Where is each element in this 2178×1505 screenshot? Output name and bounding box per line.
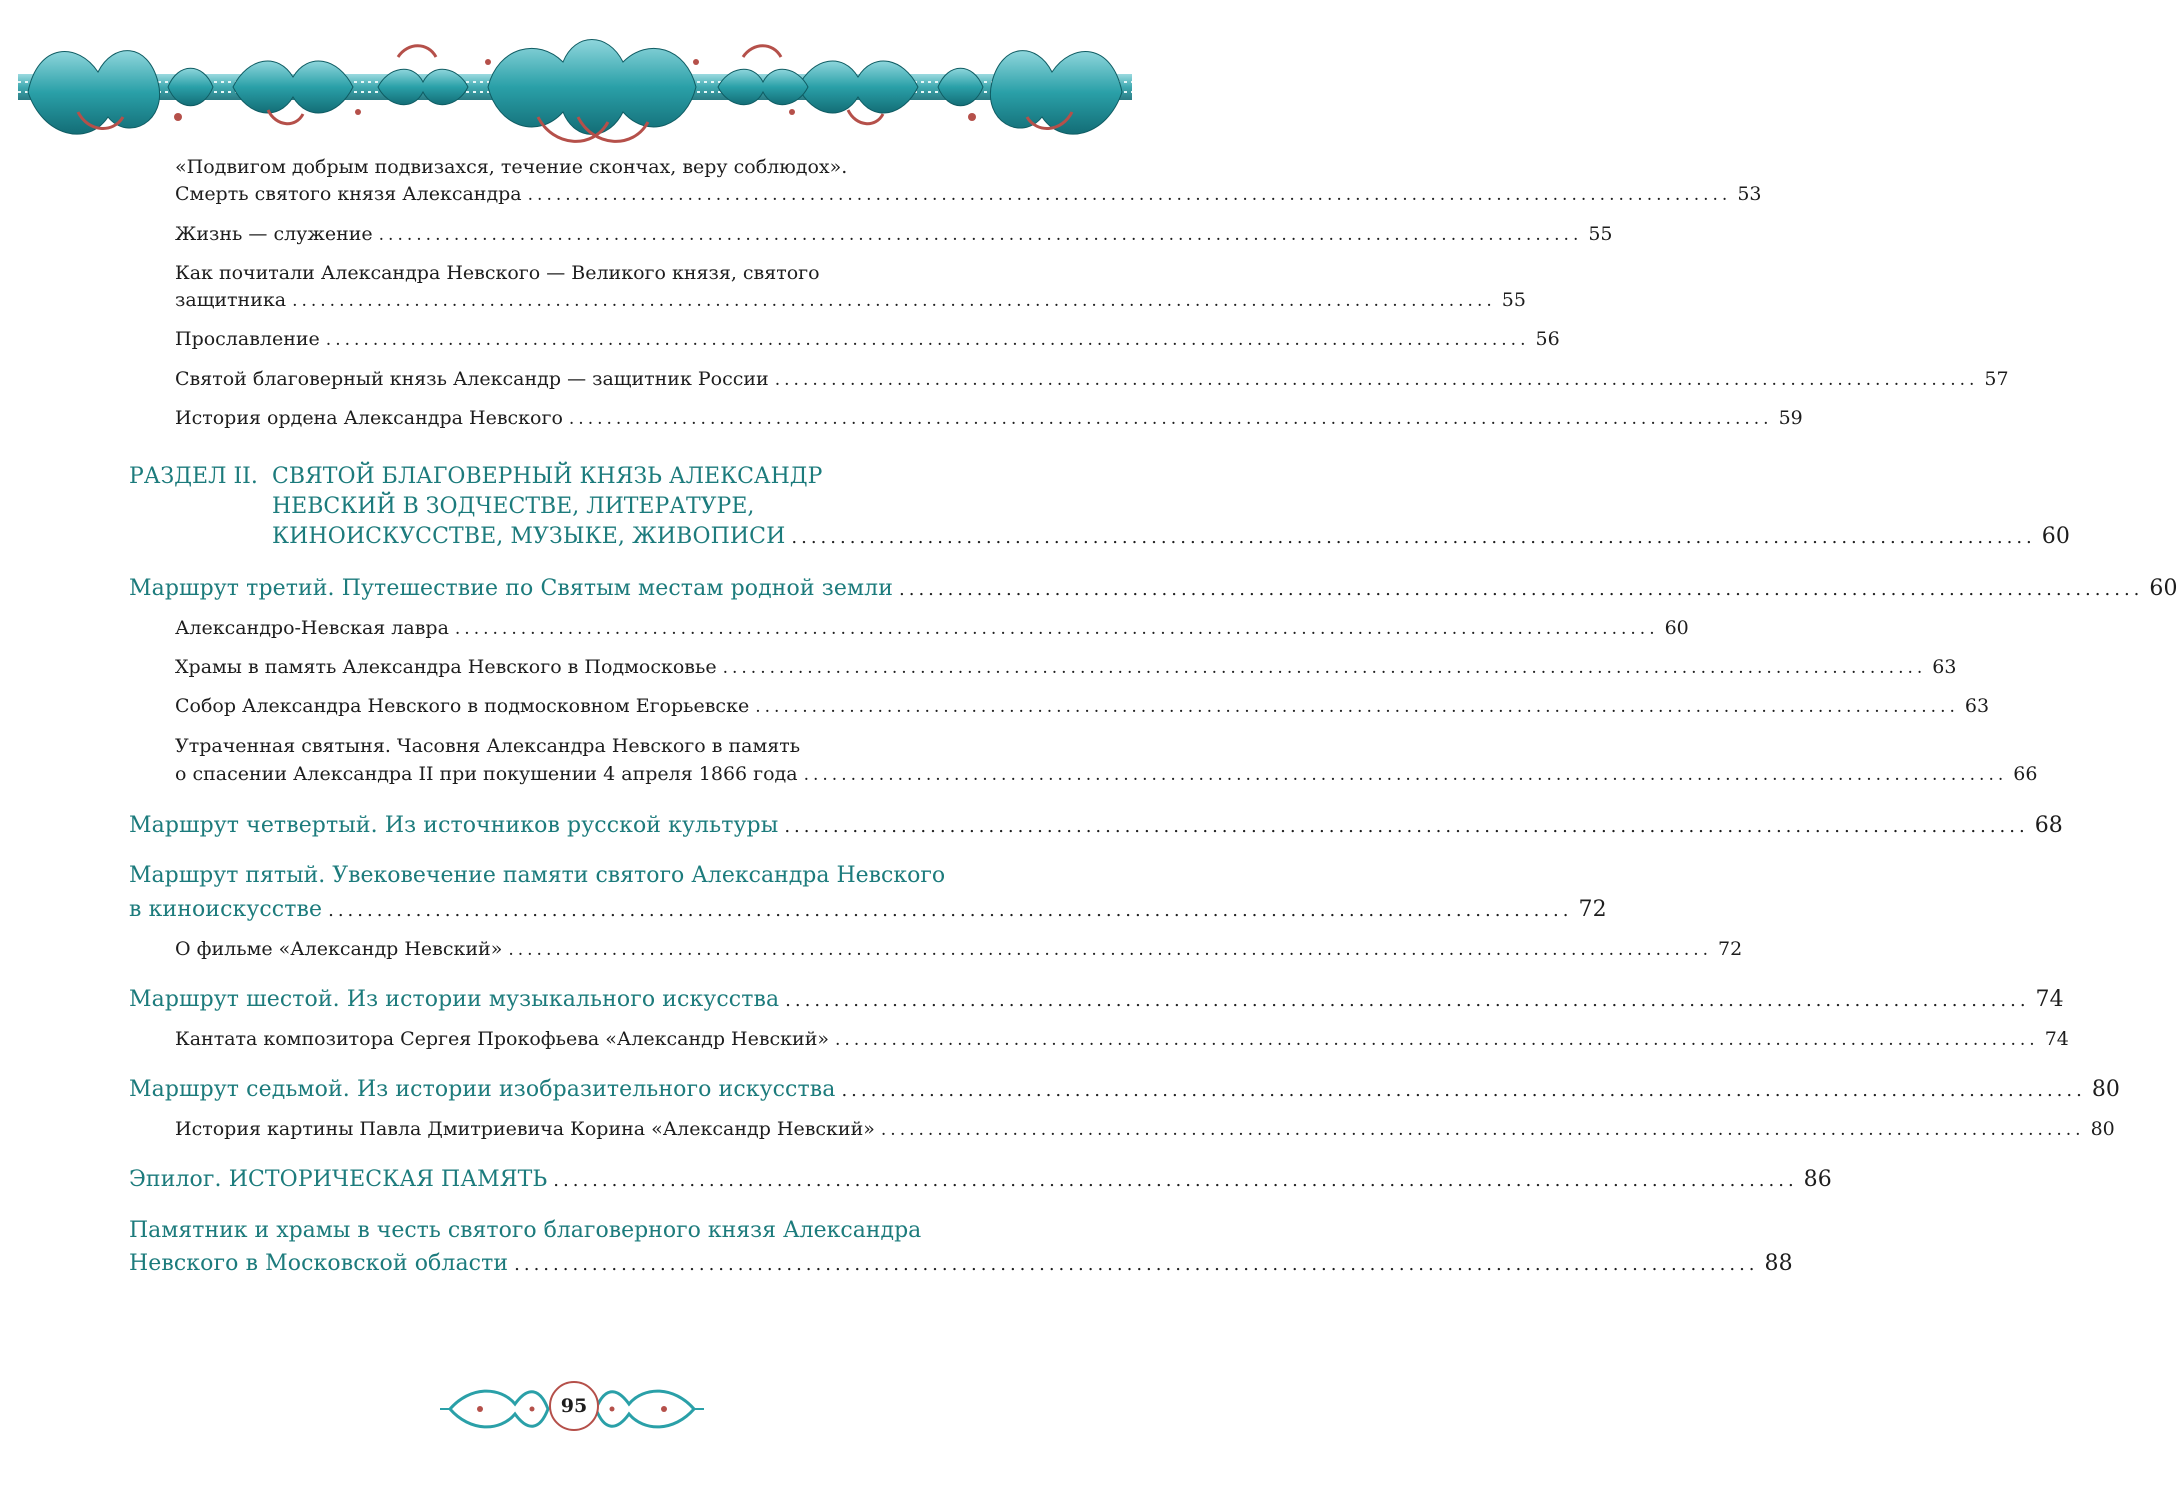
toc-entry-title: О фильме «Александр Невский» <box>175 938 503 960</box>
toc-section[interactable] <box>129 576 2178 601</box>
section-title-line: Памятник и храмы в честь святого благоверного князя Александра <box>129 1218 922 1243</box>
toc-entry-line: «Подвигом добрым подвизахся, течение скончах, веру соблюдох». <box>175 156 848 178</box>
section-title-line: Маршрут пятый. Увековечение памяти святого Александра Невского <box>129 863 946 888</box>
leader-dots: ................................................................................................................................ <box>899 579 2144 600</box>
page-ref: 74 <box>2035 987 2064 1012</box>
page-ref: 53 <box>1737 183 1762 205</box>
page-ref: 60 <box>1664 617 1689 639</box>
toc-entry[interactable] <box>175 328 1560 350</box>
page-ref: 60 <box>2041 524 2070 549</box>
toc-entry[interactable] <box>175 223 1613 245</box>
toc-entry-title: История картины Павла Дмитриевича Корина «Александр Невский» <box>175 1118 875 1140</box>
toc-entry[interactable] <box>175 289 1526 311</box>
page-ref: 72 <box>1578 897 1607 922</box>
leader-dots: ................................................................................................................................ <box>880 1120 2085 1140</box>
toc-entry-title: защитника <box>175 289 287 311</box>
toc-section[interactable] <box>272 524 2070 549</box>
leader-dots: ................................................................................................................................ <box>454 619 1659 639</box>
page-ref: 86 <box>1803 1167 1832 1192</box>
leader-dots: ................................................................................................................................ <box>722 658 1927 678</box>
section-title: Невского в Московской области <box>129 1251 509 1276</box>
leader-dots: ................................................................................................................................ <box>755 697 1959 717</box>
page-ref: 57 <box>1984 368 2009 390</box>
leader-dots: ................................................................................................................................ <box>378 225 1583 245</box>
toc-section[interactable] <box>129 1077 2121 1102</box>
leader-dots: ................................................................................................................................ <box>527 185 1732 205</box>
page-ref: 59 <box>1778 407 1803 429</box>
page-number: 95 <box>549 1381 599 1431</box>
page-ref: 72 <box>1718 938 1743 960</box>
section-title-line: СВЯТОЙ БЛАГОВЕРНЫЙ КНЯЗЬ АЛЕКСАНДР <box>272 464 823 489</box>
leader-dots: ................................................................................................................................ <box>774 370 1979 390</box>
section-title: Эпилог. ИСТОРИЧЕСКАЯ ПАМЯТЬ <box>129 1167 548 1192</box>
section-title: в киноискусстве <box>129 897 323 922</box>
page-ref: 60 <box>2149 576 2178 601</box>
leader-dots: ................................................................................................................................ <box>784 816 2029 837</box>
leader-dots: ................................................................................................................................ <box>325 330 1530 350</box>
leader-dots: ................................................................................................................................ <box>803 765 2008 785</box>
toc-entry-line: Как почитали Александра Невского — Великого князя, святого <box>175 262 820 284</box>
toc-section[interactable] <box>129 987 2064 1012</box>
toc-entry-line: Утраченная святыня. Часовня Александра Невского в память <box>175 735 801 757</box>
toc-entry[interactable] <box>175 368 2009 390</box>
toc-entry[interactable] <box>175 1118 2115 1140</box>
toc-section[interactable] <box>129 813 2063 838</box>
toc-entry-title: Прославление <box>175 328 320 350</box>
leader-dots: ................................................................................................................................ <box>328 900 1573 921</box>
toc-entry[interactable] <box>175 695 1990 717</box>
page-ref: 55 <box>1588 223 1613 245</box>
toc-entry-title: Храмы в память Александра Невского в Подмосковье <box>175 656 717 678</box>
page-ref: 88 <box>1764 1251 1793 1276</box>
toc-entry-title: Александро-Невская лавра <box>175 617 449 639</box>
toc-entry[interactable] <box>175 407 1803 429</box>
toc-entry-title: о спасении Александра II при покушении 4 апреля 1866 года <box>175 763 798 785</box>
toc-entry-title: Жизнь — служение <box>175 223 373 245</box>
toc-entry[interactable] <box>175 1028 2069 1050</box>
page-ref: 55 <box>1501 289 1526 311</box>
section-title-line: НЕВСКИЙ В ЗОДЧЕСТВЕ, ЛИТЕРАТУРЕ, <box>272 494 755 519</box>
page-ref: 56 <box>1535 328 1560 350</box>
toc-entry-title: Смерть святого князя Александра <box>175 183 522 205</box>
page-ref: 80 <box>2090 1118 2115 1140</box>
toc-entry[interactable] <box>175 183 1762 205</box>
toc-section[interactable] <box>129 1167 1832 1192</box>
leader-dots: ................................................................................................................................ <box>508 940 1713 960</box>
page-ref: 66 <box>2013 763 2038 785</box>
leader-dots: ................................................................................................................................ <box>791 527 2036 548</box>
toc-section[interactable] <box>129 1251 1793 1276</box>
section-label: РАЗДЕЛ II. <box>129 464 258 489</box>
section-title: Маршрут седьмой. Из истории изобразительного искусства <box>129 1077 836 1102</box>
section-title: Маршрут четвертый. Из источников русской культуры <box>129 813 779 838</box>
leader-dots: ................................................................................................................................ <box>514 1254 1759 1275</box>
toc-section[interactable] <box>129 897 1607 922</box>
page-ref: 80 <box>2091 1077 2121 1102</box>
toc-entry-title: Собор Александра Невского в подмосковном Егорьевске <box>175 695 750 717</box>
leader-dots: ................................................................................................................................ <box>785 990 2030 1011</box>
toc-entry-title: История ордена Александра Невского <box>175 407 563 429</box>
page-ref: 68 <box>2034 813 2063 838</box>
toc-entry[interactable] <box>175 617 1689 639</box>
toc-entry[interactable] <box>175 656 1957 678</box>
toc-entry-title: Святой благоверный князь Александр — защитник России <box>175 368 769 390</box>
section-title-line: КИНОИСКУССТВЕ, МУЗЫКЕ, ЖИВОПИСИ <box>272 524 786 549</box>
leader-dots: ................................................................................................................................ <box>835 1030 2039 1050</box>
leader-dots: ................................................................................................................................ <box>553 1170 1798 1191</box>
page-ref: 63 <box>1932 656 1957 678</box>
page-ref: 63 <box>1964 695 1990 717</box>
section-title: Маршрут третий. Путешествие по Святым местам родной земли <box>129 576 894 601</box>
toc-entry[interactable] <box>175 763 2038 785</box>
leader-dots: ................................................................................................................................ <box>568 409 1773 429</box>
page-ref: 74 <box>2044 1028 2069 1050</box>
section-title: Маршрут шестой. Из истории музыкального искусства <box>129 987 780 1012</box>
leader-dots: ................................................................................................................................ <box>292 291 1496 311</box>
toc-entry[interactable] <box>175 938 1743 960</box>
toc-entry-title: Кантата композитора Сергея Прокофьева «Александр Невский» <box>175 1028 830 1050</box>
leader-dots: ................................................................................................................................ <box>841 1080 2086 1101</box>
